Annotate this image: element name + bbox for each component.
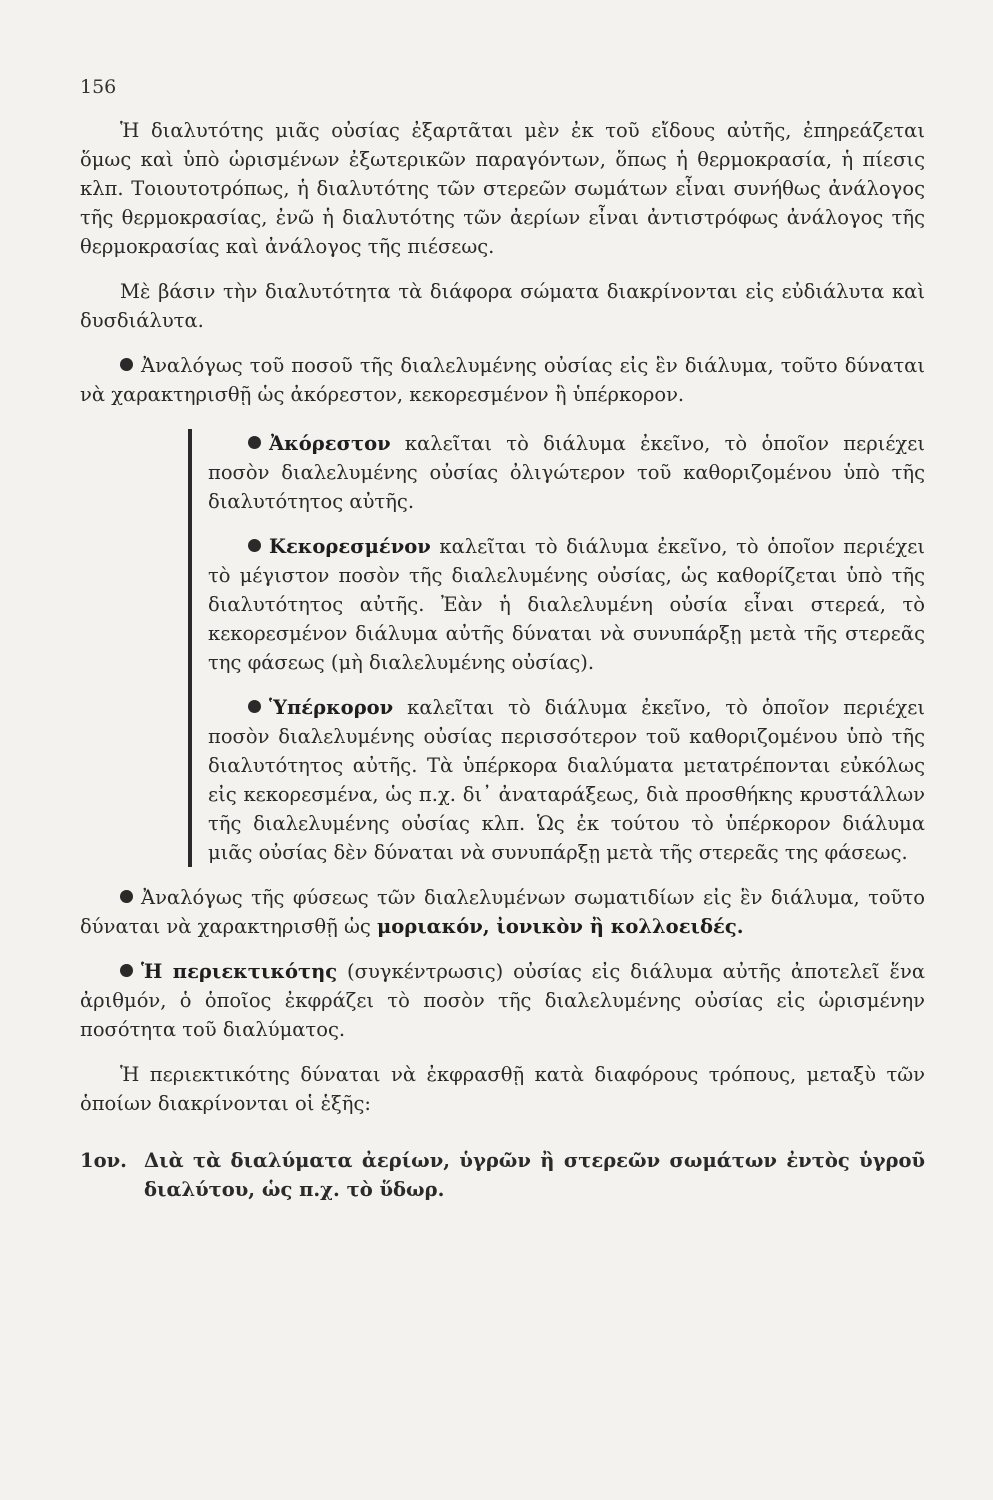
term-supersaturated: Ὑπέρκορον bbox=[269, 696, 394, 719]
bullet-icon bbox=[120, 890, 133, 903]
paragraph-concentration-text: (συγκέντρωσις) οὐσίας εἰς διάλυμα αὐτῆς ἀποτελεῖ ἕνα ἀριθμόν, ὁ ὁποῖος ἐκφράζει τὸ ποσὸν τῆς διαλελυμένης οὐσίας εἰς ὡρισμένην ποσότητα τοῦ διαλύματος. bbox=[80, 960, 925, 1041]
paragraph-solubility-factors: Ἡ διαλυτότης μιᾶς οὐσίας ἐξαρτᾶται μὲν ἐκ τοῦ εἴδους αὐτῆς, ἐπηρεάζεται ὅμως καὶ ὑπὸ ὡρισμένων ἐξωτερικῶν παραγόντων, ὅπως ἡ θερμοκρασία, ἡ πίεσις κλπ. Τοιουτοτρόπως, ἡ διαλυτότης τῶν στερεῶν σωμάτων εἶναι συνήθως ἀνάλογος τῆς θερμοκρασίας, ἐνῶ ἡ διαλυτότης τῶν ἀερίων εἶναι ἀντιστρόφως ἀνάλογος τῆς θερμοκρασίας καὶ ἀνάλογος τῆς πιέσεως. bbox=[80, 119, 925, 258]
definition-unsaturated-text: καλεῖται τὸ διάλυμα ἐκεῖνο, τὸ ὁποῖον περιέχει ποσὸν διαλελυμένης οὐσίας ὀλιγώτερον τοῦ καθοριζομένου ὑπὸ τῆς διαλυτότητος αὐτῆς. bbox=[208, 432, 925, 513]
numbered-item-1-label: 1ον. bbox=[80, 1149, 127, 1172]
paragraph-solubility-classes: Μὲ βάσιν τὴν διαλυτότητα τὰ διάφορα σώματα διακρίνονται εἰς εὐδιάλυτα καὶ δυσδιάλυτα. bbox=[80, 280, 925, 332]
term-concentration: Ἡ περιεκτικότης bbox=[141, 960, 338, 983]
bullet-icon bbox=[248, 539, 261, 552]
paragraph-particle-nature-text: Ἀναλόγως τῆς φύσεως τῶν διαλελυμένων σωματιδίων εἰς ἓν διάλυμα, τοῦτο δύναται νὰ χαρακτηρισθῇ ὡς bbox=[80, 886, 925, 938]
paragraph-concentration-methods: Ἡ περιεκτικότης δύναται νὰ ἐκφρασθῇ κατὰ διαφόρους τρόπους, μεταξὺ τῶν ὁποίων διακρίνονται οἱ ἑξῆς: bbox=[80, 1063, 925, 1115]
definitions-box bbox=[188, 429, 925, 867]
bullet-icon bbox=[120, 358, 133, 371]
particle-types: μοριακόν, ἰονικὸν ἢ κολλοειδές. bbox=[376, 915, 744, 938]
definition-supersaturated-text: καλεῖται τὸ διάλυμα ἐκεῖνο, τὸ ὁποῖον περιέχει ποσὸν διαλελυμένης οὐσίας περισσότερον τοῦ καθοριζομένου ὑπὸ τῆς διαλυτότητος αὐτῆς. Τὰ ὑπέρκορα διαλύματα μετατρέπονται εὐκόλως εἰς κεκορεσμένα, ὡς π.χ. δι᾽ ἀναταράξεως, διὰ προσθήκης κρυστάλλων τῆς διαλελυμένης οὐσίας κλπ. Ὡς ἐκ τούτου τὸ ὑπέρκορον διάλυμα μιᾶς οὐσίας δὲν δύναται νὰ συνυπάρξῃ μετὰ τῆς στερεᾶς της φάσεως. bbox=[208, 696, 925, 864]
definition-unsaturated bbox=[208, 429, 925, 516]
paragraph-solution-amount bbox=[80, 351, 925, 409]
definition-saturated-text: καλεῖται τὸ διάλυμα ἐκεῖνο, τὸ ὁποῖον περιέχει τὸ μέγιστον ποσὸν τῆς διαλελυμένης οὐσίας, ὡς καθορίζεται ὑπὸ τῆς διαλυτότητος αὐτῆς. Ἐὰν ἡ διαλελυμένη οὐσία εἶναι στερεά, τὸ κεκορεσμένον διάλυμα αὐτῆς δύναται νὰ συνυπάρξῃ μετὰ τῆς στερεᾶς της φάσεως (μὴ διαλελυμένης οὐσίας). bbox=[208, 535, 925, 674]
bullet-icon bbox=[248, 436, 261, 449]
term-unsaturated: Ἀκόρεστον bbox=[269, 432, 391, 455]
bullet-icon bbox=[120, 964, 133, 977]
paragraph-solution-amount-text: Ἀναλόγως τοῦ ποσοῦ τῆς διαλελυμένης οὐσίας εἰς ἓν διάλυμα, τοῦτο δύναται νὰ χαρακτηρισθῇ ὡς ἀκόρεστον, κεκορεσμένον ἢ ὑπέρκορον. bbox=[80, 354, 925, 406]
definition-supersaturated bbox=[208, 693, 925, 867]
paragraph-concentration bbox=[80, 957, 925, 1044]
term-saturated: Κεκορεσμένον bbox=[269, 535, 431, 558]
page-number: 156 bbox=[80, 76, 117, 98]
numbered-item-1-text: Διὰ τὰ διαλύματα ἀερίων, ὑγρῶν ἢ στερεῶν σωμάτων ἐντὸς ὑγροῦ διαλύτου, ὡς π.χ. τὸ ὕδωρ. bbox=[144, 1149, 925, 1201]
page-content bbox=[80, 116, 925, 1204]
definition-saturated bbox=[208, 532, 925, 677]
bullet-icon bbox=[248, 700, 261, 713]
paragraph-particle-nature bbox=[80, 883, 925, 941]
numbered-item-1 bbox=[80, 1146, 925, 1204]
